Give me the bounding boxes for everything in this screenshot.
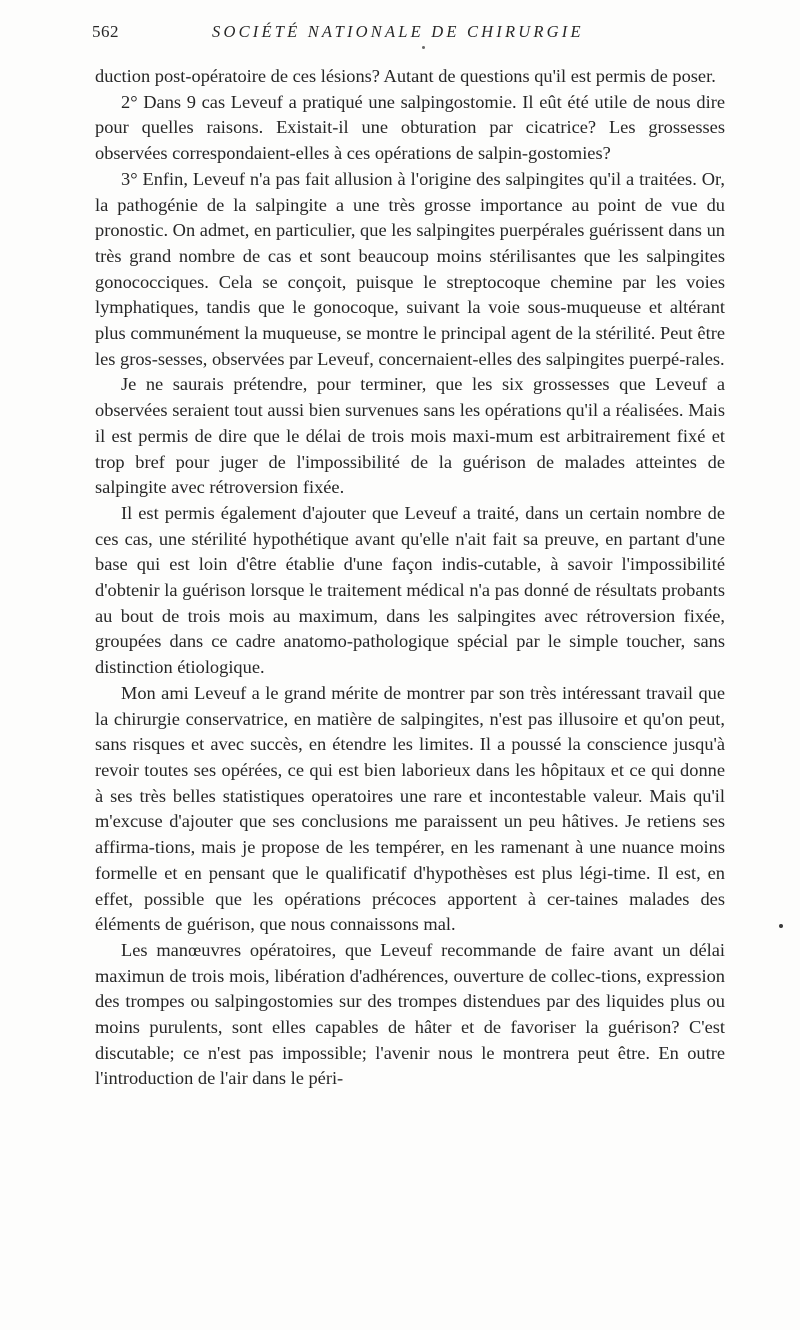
page-header bbox=[92, 22, 724, 46]
paragraph-merit: Mon ami Leveuf a le grand mérite de montrer par son très intéressant travail que la chirurgie conservatrice, en matière de salpingites, n'est pas illusoire et qu'on peut, sans risques et avec succès, en étendre les limites. Il a poussé la conscience jusqu'à revoir toutes ses opérées, ce qui est bien laborieux dans les hôpitaux et ce qui donne à ses très belles statistiques operatoires une rare et incontestable valeur. Mais qu'il m'excuse d'ajouter que ses conclusions me paraissent un peu hâtives. Je retiens ses affirma-tions, mais je propose de les tempérer, en les ramenant à une nuance moins formelle et en pensant que le qualificatif d'hypothèses est plus légi-time. Il est, en effet, possible que les opérations précoces apportent à cer-taines malades des éléments de guérison, que nous connaissons mal. bbox=[95, 682, 725, 935]
paragraph-conclusion-intro: Je ne saurais prétendre, pour terminer, que les six grossesses que Leveuf a observées seraient tout aussi bien survenues sans les opérations qu'il a réalisées. Mais il est permis de dire que le délai de trois mois maxi-mum est arbitrairement fixé et trop bref pour juger de l'impossibilité de la guérison de malades atteintes de salpingite avec rétroversion fixée. bbox=[95, 374, 725, 498]
paragraph-hypothetical-sterility: Il est permis également d'ajouter que Leveuf a traité, dans un certain nombre de ces cas, une stérilité hypothétique avant qu'elle n'ait fait sa preuve, en partant d'une base qui est loin d'être établie d'une façon indis-cutable, à savoir l'impossibilité d'obtenir la guérison lorsque le traitement médical n'a pas donné de résultats probants au bout de trois mois au maximum, dans les salpingites avec rétroversion fixée, groupées dans ce cadre anatomo-pathologique spécial par le simple toucher, sans distinction étiologique. bbox=[95, 502, 725, 678]
margin-ink-speck bbox=[779, 924, 783, 928]
paragraph-point-3: 3° Enfin, Leveuf n'a pas fait allusion à l'origine des salpingites qu'il a traitées. Or, la pathogénie de la salpingite a une très grosse importance au point de vue du pronostic. On admet, en particulier, que les salpingites puerpérales guérissent dans un très grand nombre de cas et sont beaucoup moins stérilisantes que les salpingites gonococciques. Cela se conçoit, puisque le streptocoque chemine par les voies lymphatiques, tandis que le gonocoque, suivant la voie sous-muqueuse et altérant plus communément la muqueuse, se montre le principal agent de la stérilité. Peut être les gros-sesses, observées par Leveuf, concernaient-elles des salpingites puerpé-rales. bbox=[95, 168, 725, 369]
paragraph-point-2: 2° Dans 9 cas Leveuf a pratiqué une salpingostomie. Il eût été utile de nous dire pour quelles raisons. Existait-il une obturation par cicatrice? Les grossesses observées correspondaient-elles à ces opérations de salpin-gostomies? bbox=[95, 91, 725, 164]
running-title: SOCIÉTÉ NATIONALE DE CHIRURGIE bbox=[212, 22, 584, 41]
body-text bbox=[95, 64, 725, 1092]
paragraph-operative-maneuvers: Les manœuvres opératoires, que Leveuf recommande de faire avant un délai maximun de trois mois, libération d'adhérences, ouverture de collec-tions, expression des trompes ou salpingostomies sur des trompes distendues par des liquides plus ou moins purulents, sont elles capables de hâter et de favoriser la guérison? C'est discutable; ce n'est pas impossible; l'avenir nous le montrera peut être. En outre l'introduction de l'air dans le péri- bbox=[95, 939, 725, 1089]
page-number: 562 bbox=[92, 22, 119, 41]
paragraph-continuation: duction post-opératoire de ces lésions? Autant de questions qu'il est permis de poser. bbox=[95, 66, 716, 86]
ink-speck bbox=[422, 46, 425, 49]
